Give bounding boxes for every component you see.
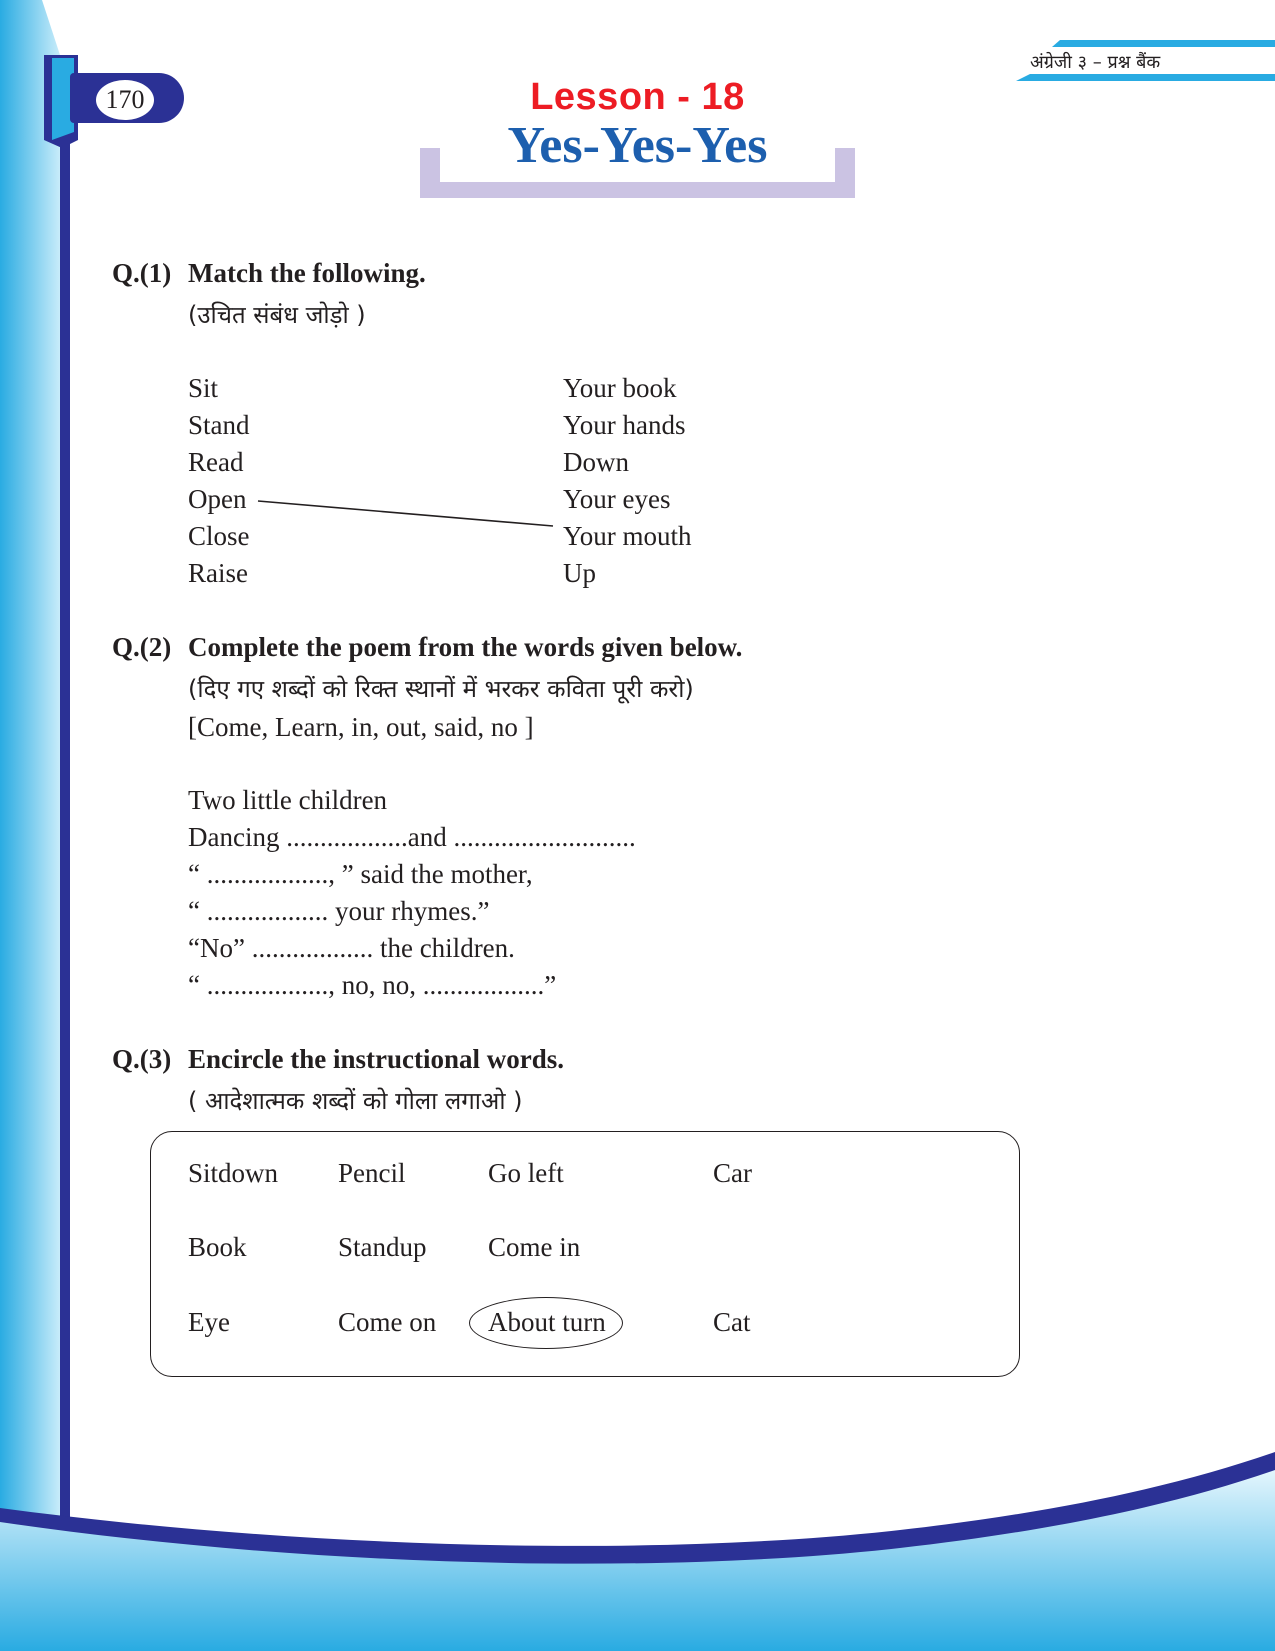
word-cell: Come in bbox=[488, 1232, 581, 1262]
q3-hindi-instruction: ( आदेशात्मक शब्दों को गोला लगाओ ) bbox=[188, 1087, 523, 1115]
word-cell-circled: About turn bbox=[488, 1307, 606, 1337]
word-cell: Eye bbox=[188, 1307, 230, 1337]
q3-number: Q.(3) bbox=[112, 1044, 172, 1074]
word-cell: Cat bbox=[713, 1307, 751, 1337]
word-cell: Book bbox=[188, 1232, 247, 1262]
match-right-item: Down bbox=[563, 447, 629, 477]
match-right-item: Up bbox=[563, 558, 596, 588]
word-cell: Standup bbox=[338, 1232, 427, 1262]
match-left-item: Stand bbox=[188, 410, 250, 440]
poem-line: Dancing ..................and ........................... bbox=[188, 822, 636, 852]
lesson-title: Yes-Yes-Yes bbox=[507, 117, 768, 174]
running-title: अंग्रेजी ३ – प्रश्न बैंक bbox=[1030, 52, 1161, 73]
lesson-number: Lesson - 18 bbox=[530, 76, 745, 118]
match-left-item: Sit bbox=[188, 373, 219, 403]
q3-title: Encircle the instructional words. bbox=[188, 1044, 564, 1074]
poem-line: “ .................., ” said the mother, bbox=[188, 859, 533, 889]
page-number: 170 bbox=[96, 80, 154, 120]
poem-line: “ .................., no, no, ..................” bbox=[188, 970, 557, 1000]
match-left-item: Open bbox=[188, 484, 247, 514]
q1-number: Q.(1) bbox=[112, 258, 172, 288]
match-right-item: Your hands bbox=[563, 410, 686, 440]
match-right-item: Your eyes bbox=[563, 484, 671, 514]
word-cell: Go left bbox=[488, 1158, 564, 1188]
word-cell: Pencil bbox=[338, 1158, 406, 1188]
match-right-item: Your mouth bbox=[563, 521, 692, 551]
q2-title: Complete the poem from the words given below. bbox=[188, 632, 743, 662]
poem-line: “No” .................. the children. bbox=[188, 933, 515, 963]
poem-line: “ .................. your rhymes.” bbox=[188, 896, 490, 926]
header-rule-top bbox=[1052, 40, 1275, 47]
word-cell: Car bbox=[713, 1158, 752, 1188]
match-left-item: Read bbox=[188, 447, 244, 477]
poem-line: Two little children bbox=[188, 785, 388, 815]
match-left-item: Close bbox=[188, 521, 250, 551]
q1-title: Match the following. bbox=[188, 258, 426, 288]
match-right-item: Your book bbox=[563, 373, 677, 403]
q2-hindi-instruction: (दिए गए शब्दों को रिक्त स्थानों में भरकर कविता पूरी करो) bbox=[188, 675, 694, 703]
side-band bbox=[0, 0, 60, 1651]
match-line bbox=[258, 501, 553, 526]
q1-hindi-instruction: (उचित संबंध जोड़ो ) bbox=[188, 301, 366, 329]
side-navy-strip bbox=[60, 110, 70, 1530]
q2-number: Q.(2) bbox=[112, 632, 172, 662]
match-left-item: Raise bbox=[188, 558, 248, 588]
word-cell: Sitdown bbox=[188, 1158, 279, 1188]
word-bank: [Come, Learn, in, out, said, no ] bbox=[188, 712, 534, 742]
word-cell: Come on bbox=[338, 1307, 437, 1337]
